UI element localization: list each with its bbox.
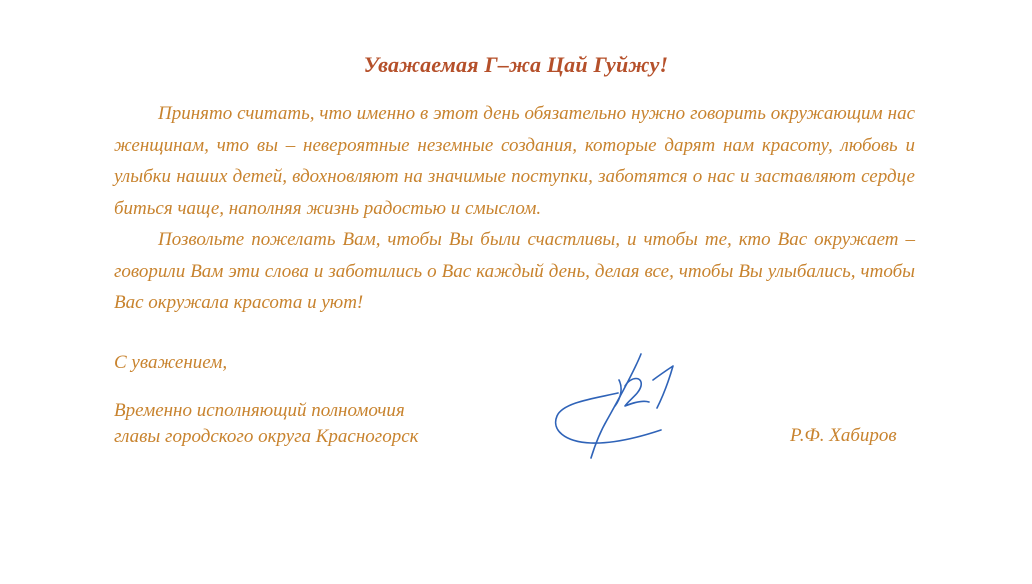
signature-stroke-one bbox=[653, 366, 673, 408]
signature-scribble-icon bbox=[545, 350, 705, 465]
position-line-2: главы городского округа Красногорск bbox=[114, 426, 419, 447]
signer-name: Р.Ф. Хабиров bbox=[790, 425, 897, 446]
letter-body bbox=[114, 98, 915, 319]
closing-text: С уважением, bbox=[114, 352, 228, 373]
signer-position bbox=[114, 398, 419, 450]
signature-stroke-two bbox=[625, 379, 649, 407]
paragraph-1: Принято считать, что именно в этот день обязательно нужно говорить окружающим нас женщинам, что вы – невероятные неземные создания, которые дарят нам красоту, любовь и улыбки наших детей, вдохновляют на значимые поступки, заботятся о нас и заставляют сердце биться чаще, наполняя жизнь радостью и смыслом. bbox=[114, 103, 915, 219]
position-line-1: Временно исполняющий полномочия bbox=[114, 400, 405, 421]
salutation-heading: Уважаемая Г–жа Цай Гуйжу! bbox=[363, 52, 669, 77]
paragraph-2: Позвольте пожелать Вам, чтобы Вы были счастливы, и чтобы те, кто Вас окружает – говорили Вам эти слова и заботились о Вас каждый день, делая все, чтобы Вы улыбались, чтобы Вас окружала красота и уют! bbox=[114, 229, 915, 313]
signature-strokes bbox=[556, 354, 673, 458]
